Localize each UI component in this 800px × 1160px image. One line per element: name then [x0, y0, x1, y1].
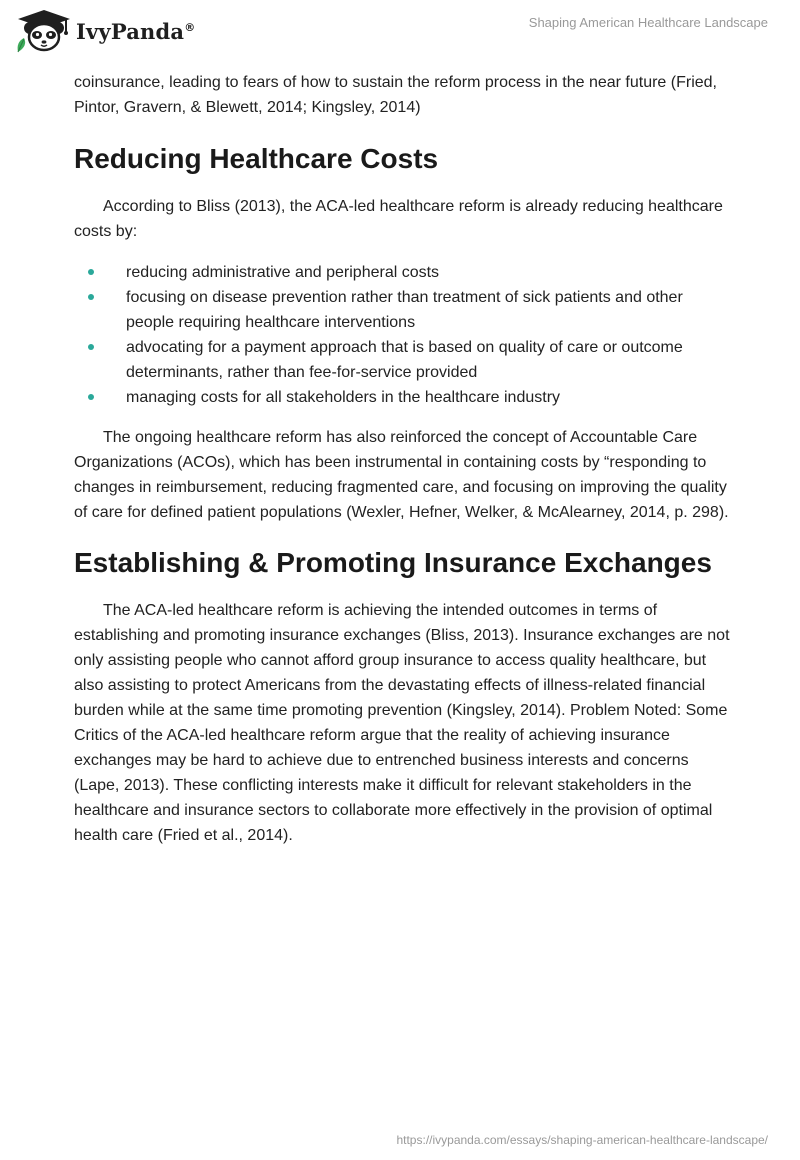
bullet-dot-icon: [88, 344, 94, 350]
bullet-dot-icon: [88, 394, 94, 400]
registered-mark: ®: [184, 20, 196, 34]
section1-paragraph-1: According to Bliss (2013), the ACA-led healthcare reform is already reducing healthcare costs by:: [74, 198, 723, 240]
list-item-text: managing costs for all stakeholders in the healthcare industry: [126, 389, 561, 406]
section2-paragraph-1: The ACA-led healthcare reform is achieving the intended outcomes in terms of establishing and promoting insurance exchanges (Bliss, 2013). Insurance exchanges are not only assisting people who cannot afford group insurance to access quality healthcare, but also assisting to protect Americans from the devastating effects of illness-related financial burden while at the same time promoting prevention (Kingsley, 2014). Problem Noted: Some Critics of the ACA-led healthcare reform argue that the reality of achieving insurance exchanges may be hard to achieve due to entrenched business interests and concerns (Lape, 2013). These conflicting interests make it difficult for relevant stakeholders in the healthcare and insurance sectors to collaborate more effectively in the provision of optimal health care (Fried et al., 2014).: [74, 602, 730, 844]
section1-paragraph-2: The ongoing healthcare reform has also reinforced the concept of Accountable Care Organizations (ACOs), which has been instrumental in containing costs by “responding to changes in reimbursement, reducing fragmented care, and focusing on improving the quality of care for defined patient populations (Wexler, Hefner, Welker, & McAlearney, 2014, p. 298).: [74, 429, 729, 521]
panda-graduation-icon: [14, 8, 74, 54]
bullet-dot-icon: [88, 269, 94, 275]
list-item-text: reducing administrative and peripheral costs: [126, 264, 440, 281]
list-item: [74, 260, 734, 285]
ivypanda-logo[interactable]: [14, 8, 195, 54]
section-heading-reducing-costs: Reducing Healthcare Costs: [74, 143, 439, 174]
list-item: [74, 285, 734, 335]
running-title: Shaping American Healthcare Landscape: [528, 15, 768, 30]
source-url[interactable]: https://ivypanda.com/essays/shaping-american-healthcare-landscape/: [396, 1133, 768, 1147]
logo-text: IvyPanda®: [76, 18, 196, 44]
list-item: [74, 335, 734, 385]
list-item: [74, 385, 734, 410]
bullet-dot-icon: [88, 294, 94, 300]
section-heading-insurance-exchanges: Establishing & Promoting Insurance Exchanges: [74, 547, 712, 578]
intro-paragraph: coinsurance, leading to fears of how to sustain the reform process in the near future (Fried, Pintor, Gravern, & Blewett, 2014; Kingsley, 2014): [74, 74, 717, 116]
list-item-text: advocating for a payment approach that is based on quality of care or outcome determinants, rather than fee-for-service provided: [126, 339, 683, 381]
essay-content: [74, 70, 734, 848]
page-header: [0, 0, 800, 60]
list-item-text: focusing on disease prevention rather than treatment of sick patients and other people requiring healthcare interventions: [126, 289, 683, 331]
cost-reduction-list: [74, 260, 734, 410]
